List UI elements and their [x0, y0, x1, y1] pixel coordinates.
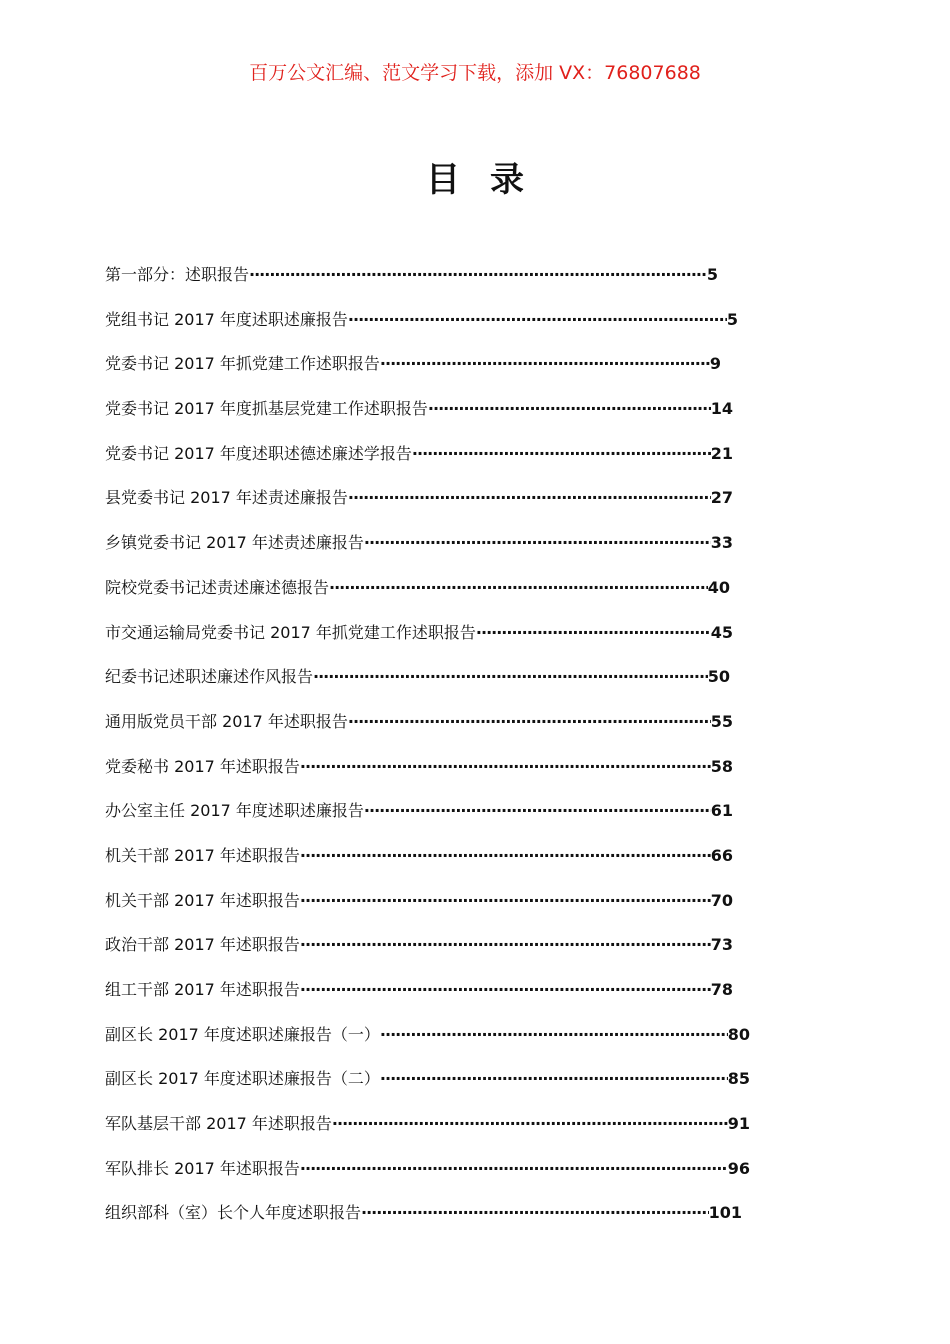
- toc-entry-title: 副区长 2017 年度述职述廉报告（一）: [105, 1024, 380, 1044]
- toc-entry-page: 27: [710, 488, 733, 508]
- leader-dots: [348, 310, 727, 329]
- toc-entry[interactable]: [105, 1066, 750, 1111]
- toc-entry-page: 101: [708, 1203, 742, 1223]
- toc-entry-title: 通用版党员干部 2017 年述职报告: [105, 711, 348, 731]
- toc-entry-title: 政治干部 2017 年述职报告: [105, 935, 300, 955]
- watermark-banner: 百万公文汇编、范文学习下载，添加 VX：76807688: [249, 62, 701, 84]
- toc-entry-page: 45: [710, 622, 733, 642]
- toc-entry-title: 军队基层干部 2017 年述职报告: [105, 1114, 332, 1134]
- toc-entry-title: 党委秘书 2017 年述职报告: [105, 756, 300, 776]
- toc-entry-page: 33: [710, 533, 733, 553]
- toc-entry[interactable]: [105, 307, 738, 352]
- toc-entry-page: 50: [707, 667, 730, 687]
- toc-entry[interactable]: [105, 888, 733, 933]
- toc-entry-title: 党委书记 2017 年度述职述德述廉述学报告: [105, 443, 412, 463]
- toc-entry[interactable]: [105, 575, 730, 620]
- leader-dots: [329, 578, 708, 597]
- leader-dots: [380, 1025, 728, 1044]
- toc-entry-title: 组工干部 2017 年述职报告: [105, 980, 300, 999]
- page-title: 目录: [426, 160, 554, 200]
- toc-entry-page: 96: [727, 1158, 750, 1178]
- toc-entry-page: 58: [710, 756, 733, 776]
- toc-entry-page: 66: [710, 845, 733, 865]
- toc-entry-title: 院校党委书记述责述廉述德报告: [105, 577, 330, 597]
- toc-entry-page: 85: [727, 1069, 750, 1089]
- toc-entry[interactable]: [105, 351, 721, 396]
- toc-entry-page: 14: [710, 399, 733, 419]
- toc-entry-title: 组织部科（室）长个人年度述职报告: [105, 1203, 362, 1223]
- toc-entry-page: 9: [709, 354, 721, 374]
- toc-entry[interactable]: [105, 396, 733, 441]
- toc-entry-title: 党委书记 2017 年抓党建工作述职报告: [105, 354, 380, 374]
- toc-entry[interactable]: [105, 530, 733, 575]
- toc-entry-page: 70: [710, 890, 733, 910]
- toc-entry[interactable]: [105, 1111, 750, 1156]
- toc-entry[interactable]: [105, 441, 733, 486]
- toc-entry[interactable]: [105, 843, 733, 888]
- leader-dots: [380, 354, 710, 373]
- toc-entry-page: 73: [710, 935, 733, 955]
- leader-dots: [300, 891, 711, 910]
- toc-entry-title: 党委书记 2017 年度抓基层党建工作述职报告: [105, 399, 428, 419]
- toc-entry[interactable]: [105, 1200, 742, 1245]
- toc-entry-title: 市交通运输局党委书记 2017 年抓党建工作述职报告: [105, 622, 476, 642]
- toc-entry-page: 5: [706, 265, 718, 284]
- toc-entry[interactable]: [105, 798, 733, 843]
- toc-entry[interactable]: [105, 1156, 750, 1201]
- leader-dots: [313, 667, 708, 686]
- toc-entry-page: 5: [726, 309, 738, 329]
- leader-dots: [300, 1159, 728, 1178]
- toc-entry-title: 纪委书记述职述廉述作风报告: [105, 667, 314, 687]
- toc-entry[interactable]: [105, 620, 733, 665]
- toc-entry-page: 80: [727, 1024, 750, 1044]
- toc-entry-page: 61: [710, 801, 733, 821]
- toc-entry[interactable]: [105, 932, 733, 977]
- toc-entry-title: 办公室主任 2017 年度述职述廉报告: [105, 801, 364, 821]
- table-of-contents: [105, 262, 750, 1245]
- leader-dots: [300, 846, 711, 865]
- leader-dots: [348, 712, 711, 731]
- leader-dots: [476, 623, 711, 642]
- toc-entry-page: 21: [710, 443, 733, 463]
- toc-entry[interactable]: [105, 709, 733, 754]
- leader-dots: [249, 265, 707, 284]
- leader-dots: [348, 488, 711, 507]
- leader-dots: [412, 444, 711, 463]
- toc-entry-title: 第一部分：述职报告: [105, 265, 250, 284]
- toc-entry-title: 党组书记 2017 年度述职述廉报告: [105, 309, 348, 329]
- toc-entry-title: 军队排长 2017 年述职报告: [105, 1158, 300, 1178]
- toc-entry-page: 55: [710, 711, 733, 731]
- toc-entry-page: 40: [707, 577, 730, 597]
- leader-dots: [300, 757, 711, 776]
- toc-entry-title: 机关干部 2017 年述职报告: [105, 890, 300, 910]
- toc-entry[interactable]: [105, 664, 730, 709]
- toc-entry[interactable]: [105, 754, 733, 799]
- leader-dots: [300, 980, 711, 999]
- toc-entry-title: 机关干部 2017 年述职报告: [105, 845, 300, 865]
- toc-entry-title: 副区长 2017 年度述职述廉报告（二）: [105, 1069, 380, 1089]
- toc-entry[interactable]: [105, 977, 733, 1022]
- leader-dots: [428, 399, 711, 418]
- toc-entry[interactable]: [105, 485, 733, 530]
- leader-dots: [380, 1069, 728, 1088]
- leader-dots: [364, 533, 711, 552]
- leader-dots: [300, 935, 711, 954]
- toc-entry-title: 乡镇党委书记 2017 年述责述廉报告: [105, 533, 364, 553]
- toc-entry-page: 78: [710, 980, 733, 999]
- leader-dots: [332, 1114, 728, 1133]
- toc-entry[interactable]: [105, 262, 718, 307]
- toc-entry[interactable]: [105, 1022, 750, 1067]
- leader-dots: [364, 801, 711, 820]
- toc-entry-page: 91: [727, 1114, 750, 1134]
- toc-entry-title: 县党委书记 2017 年述责述廉报告: [105, 488, 348, 508]
- leader-dots: [361, 1203, 709, 1222]
